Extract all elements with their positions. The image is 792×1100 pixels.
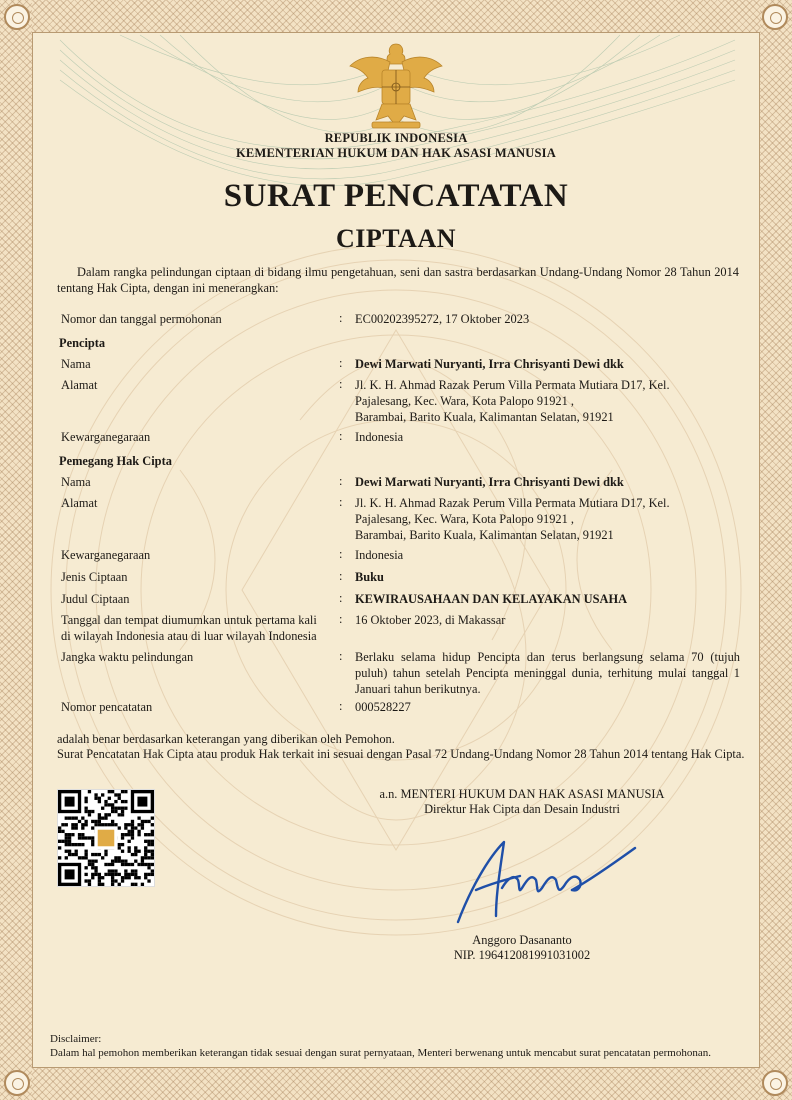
colon: : — [339, 649, 343, 663]
document-title: SURAT PENCATATAN — [223, 178, 569, 214]
publication-value: 16 Oktober 2023, di Makassar — [355, 613, 506, 627]
signatory-nip: NIP. 196412081991031002 — [453, 948, 591, 962]
qr-code-icon — [57, 789, 155, 887]
holder-address-value: Jl. K. H. Ahmad Razak Perum Villa Permata Mutiara D17, Kel. Pajalesang, Kec. Wara, Kota Palopo 91921 , Barambai, Barito Kuala, Kalimantan Selatan, 91921 — [355, 496, 670, 542]
document-subtitle: CIPTAAN — [335, 224, 457, 253]
creator-section-heading: Pencipta — [59, 336, 106, 350]
colon: : — [339, 356, 343, 370]
publication-label: Tanggal dan tempat diumumkan untuk pertama kali di wilayah Indonesia atau di luar wilayah Indonesia — [61, 613, 317, 643]
holder-section-heading: Pemegang Hak Cipta — [59, 454, 172, 468]
work-type-value: Buku — [355, 570, 384, 584]
protection-term-value: Berlaku selama hidup Pencipta dan terus berlangsung selama 70 (tujuh puluh) tahun setelah Pencipta meninggal dunia, terhitung mulai tanggal 1 Januari tahun berikutnya. — [355, 650, 740, 696]
record-number-value: 000528227 — [355, 700, 411, 714]
colon: : — [339, 591, 343, 605]
application-label: Nomor dan tanggal permohonan — [61, 312, 222, 326]
signatory-name: Anggoro Dasananto — [472, 933, 572, 947]
ministry-heading: KEMENTERIAN HUKUM DAN HAK ASASI MANUSIA — [236, 146, 556, 160]
colon: : — [339, 569, 343, 583]
holder-address-label: Alamat — [61, 496, 98, 510]
protection-term-label: Jangka waktu pelindungan — [61, 650, 194, 664]
disclaimer-text: Dalam hal pemohon memberikan keterangan tidak sesuai dengan surat pernyataan, Menteri berwenang untuk mencabut surat pencatatan permohonan. — [50, 1047, 711, 1059]
creator-name-value: Dewi Marwati Nuryanti, Irra Chrisyanti Dewi dkk — [355, 357, 624, 371]
legal-basis-line: Surat Pencatatan Hak Cipta atau produk Hak terkait ini sesuai dengan Pasal 72 Undang-Undang Nomor 28 Tahun 2014 tentang Hak Cipta. — [57, 747, 745, 761]
work-type-label: Jenis Ciptaan — [61, 570, 128, 584]
holder-citizenship-label: Kewarganegaraan — [61, 548, 151, 562]
colon: : — [339, 311, 343, 325]
colon: : — [339, 429, 343, 443]
creator-address-label: Alamat — [61, 378, 98, 392]
qr-pattern — [58, 790, 154, 886]
signatory-position: Direktur Hak Cipta dan Desain Industri — [424, 802, 620, 816]
colon: : — [339, 474, 343, 488]
work-title-value: KEWIRAUSAHAAN DAN KELAYAKAN USAHA — [355, 592, 628, 606]
work-title-label: Judul Ciptaan — [61, 592, 130, 606]
holder-name-value: Dewi Marwati Nuryanti, Irra Chrisyanti Dewi dkk — [355, 475, 624, 489]
holder-citizenship-value: Indonesia — [355, 548, 404, 562]
signatory-on-behalf: a.n. MENTERI HUKUM DAN HAK ASASI MANUSIA — [379, 787, 665, 801]
colon: : — [339, 699, 343, 713]
disclaimer-label: Disclaimer: — [50, 1033, 102, 1045]
colon: : — [339, 495, 343, 509]
colon: : — [339, 547, 343, 561]
handwritten-signature — [440, 830, 640, 930]
garuda-emblem-icon — [346, 36, 446, 132]
country-heading: REPUBLIK INDONESIA — [324, 131, 468, 145]
application-value: EC00202395272, 17 Oktober 2023 — [355, 312, 530, 326]
record-number-label: Nomor pencatatan — [61, 700, 153, 714]
colon: : — [339, 377, 343, 391]
intro-paragraph: Dalam rangka pelindungan ciptaan di bidang ilmu pengetahuan, seni dan sastra berdasarkan Undang-Undang Nomor 28 Tahun 2014 tentang Hak Cipta, dengan ini menerangkan: — [57, 265, 739, 295]
colon: : — [339, 612, 343, 626]
creator-address-value: Jl. K. H. Ahmad Razak Perum Villa Permata Mutiara D17, Kel. Pajalesang, Kec. Wara, Kota Palopo 91921 , Barambai, Barito Kuala, Kalimantan Selatan, 91921 — [355, 378, 670, 424]
statement-line: adalah benar berdasarkan keterangan yang diberikan oleh Pemohon. — [57, 732, 395, 746]
creator-citizenship-value: Indonesia — [355, 430, 404, 444]
creator-name-label: Nama — [61, 357, 91, 371]
holder-name-label: Nama — [61, 475, 91, 489]
creator-citizenship-label: Kewarganegaraan — [61, 430, 151, 444]
